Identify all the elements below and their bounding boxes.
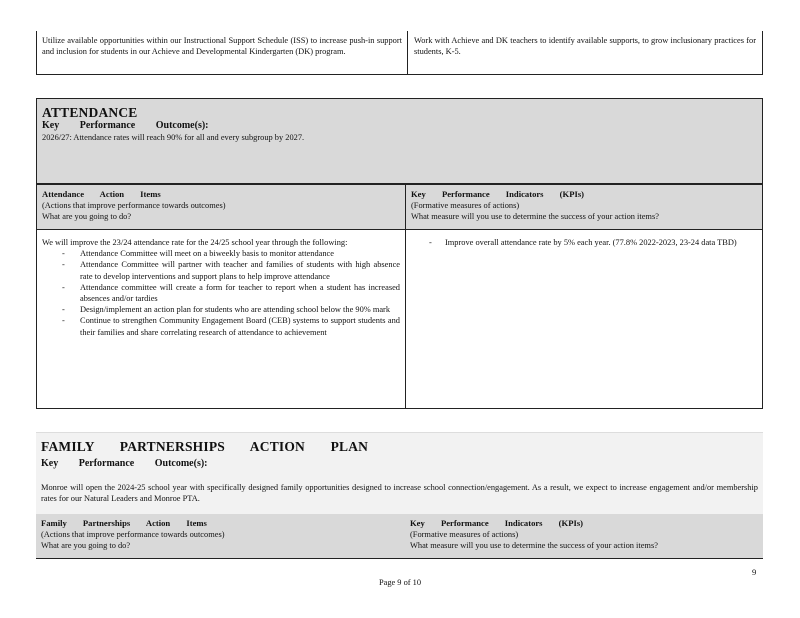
attendance-kpi-body xyxy=(406,230,762,255)
family-action-sub1: (Actions that improve performance towards outcomes) xyxy=(41,530,225,539)
attendance-bullet: - Design/implement an action plan for students who are attending school below the 90% mark xyxy=(80,304,400,315)
attendance-intro: We will improve the 23/24 attendance rate for the 24/25 school year through the following: xyxy=(42,238,348,247)
attendance-header xyxy=(36,98,763,184)
attendance-bullet: - Attendance Committee will partner with teacher and families of students with high absence rate to develop interventions and support plans to help improve attendance xyxy=(80,259,400,281)
attendance-kpi-column xyxy=(406,185,762,408)
family-kpo-text: Monroe will open the 2024-25 school year with specifically designed family opportunities designed to increase school connection/engagement. As a result, we expect to increase engagement and/or membership rates for our Natural Leaders and Monroe PTA. xyxy=(41,483,758,504)
attendance-kpi-bullet: - Improve overall attendance rate by 5% each year. (77.8% 2022-2023, 23-24 data TBD) xyxy=(445,237,757,248)
attendance-kpi-sub1: (Formative measures of actions) xyxy=(411,201,520,210)
attendance-action-sub2: What are you going to do? xyxy=(42,212,132,222)
top-right-cell: Work with Achieve and DK teachers to identify available supports, to grow inclusionary practices for students, K-5. xyxy=(414,36,756,57)
family-title: FAMILY PARTNERSHIPS ACTION PLAN xyxy=(41,439,369,454)
family-action-sub2: What are you going to do? xyxy=(41,541,131,551)
attendance-kpo-label: Key Performance Outcome(s): xyxy=(42,120,209,131)
attendance-bullet: - Attendance Committee will meet on a biweekly basis to monitor attendance xyxy=(80,248,400,259)
family-kpi-title: Key Performance Indicators (KPIs) xyxy=(410,518,584,528)
attendance-bullet-list xyxy=(42,248,400,338)
attendance-action-column xyxy=(37,185,406,408)
family-kpi-sub2: What measure will you use to determine the success of your action items? xyxy=(410,541,658,551)
page-number: 9 xyxy=(752,567,757,577)
family-action-header xyxy=(36,514,405,558)
attendance-kpo-text: 2026/27: Attendance rates will reach 90% for all and every subgroup by 2027. xyxy=(42,133,305,142)
attendance-title: ATTENDANCE xyxy=(42,105,138,120)
attendance-bullet: - Continue to strengthen Community Engagement Board (CEB) systems to support students and their families and share correlating research of attendance to achievement xyxy=(80,315,400,337)
attendance-action-body xyxy=(37,230,405,345)
attendance-kpi-sub2: What measure will you use to determine the success of your action items? xyxy=(411,212,659,222)
family-action-title: Family Partnerships Action Items xyxy=(41,518,207,528)
attendance-kpi-header xyxy=(406,185,762,230)
family-kpi-sub1: (Formative measures of actions) xyxy=(410,530,519,539)
top-left-cell: Utilize available opportunities within our Instructional Support Schedule (ISS) to increase push-in support and inclusion for students in our Achieve and Developmental Kindergarten (DK) program. xyxy=(37,31,408,74)
attendance-action-title: Attendance Action Items xyxy=(42,189,161,199)
family-table xyxy=(36,514,763,559)
attendance-action-header xyxy=(37,185,405,230)
page-footer: Page 9 of 10 xyxy=(378,578,422,587)
family-header xyxy=(36,432,763,514)
attendance-table xyxy=(36,184,763,409)
family-kpi-header xyxy=(405,514,763,558)
attendance-kpi-list xyxy=(411,237,757,248)
attendance-bullet: - Attendance committee will create a form for teacher to report when a student has increased absences and/or tardies xyxy=(80,282,400,304)
attendance-kpi-title: Key Performance Indicators (KPIs) xyxy=(411,189,585,199)
attendance-action-sub1: (Actions that improve performance towards outcomes) xyxy=(42,201,226,210)
top-table xyxy=(36,31,763,75)
family-kpo-label: Key Performance Outcome(s): xyxy=(41,458,208,469)
